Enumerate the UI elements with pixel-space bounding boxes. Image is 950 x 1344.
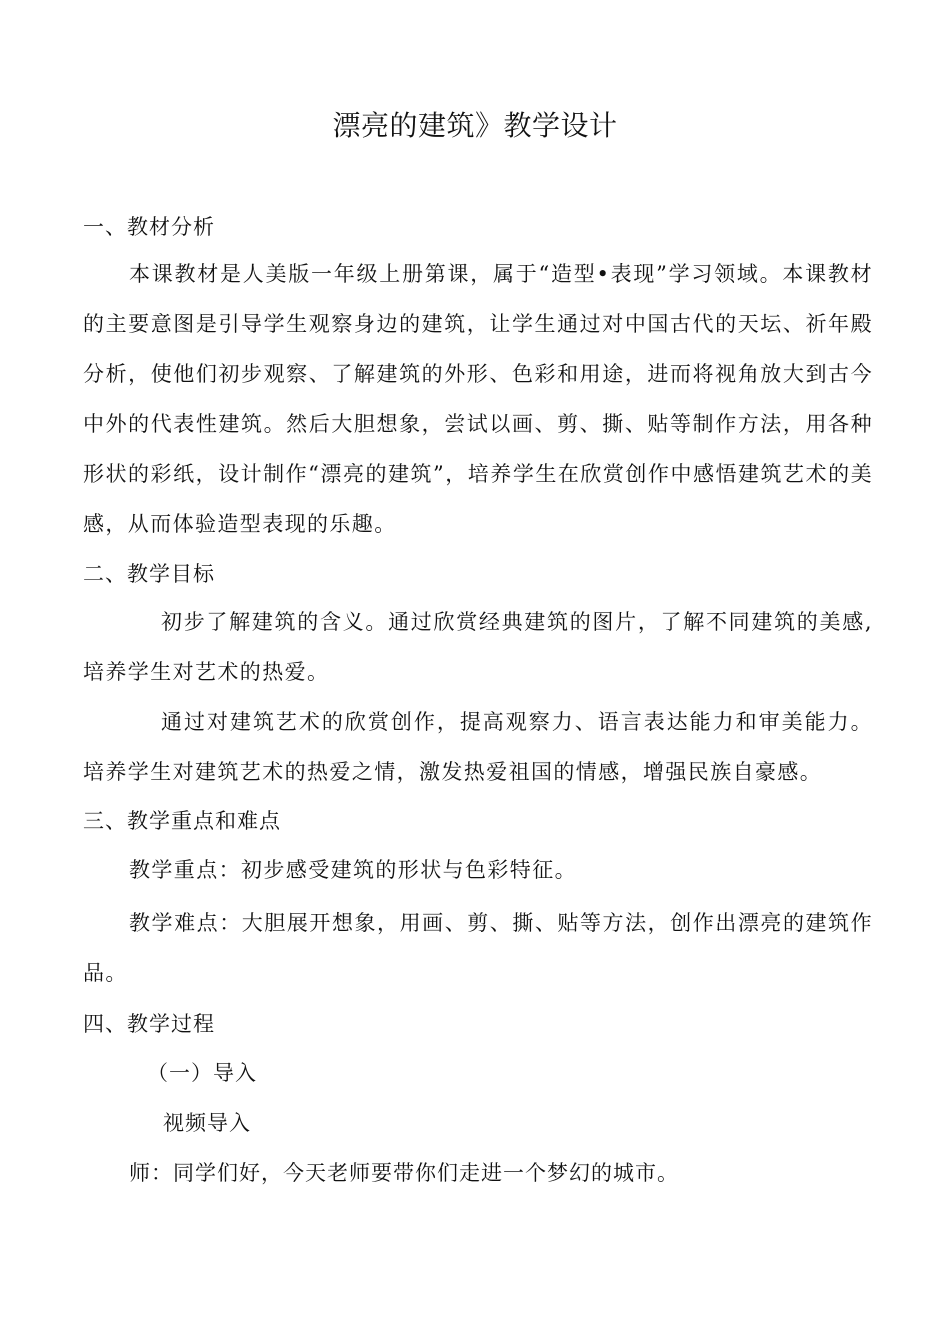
section-heading-analysis: 一、教材分析: [83, 215, 215, 239]
teacher-line: 师：同学们好，今天老师要带你们走进一个梦幻的城市。: [129, 1161, 679, 1185]
goal-paragraph-1: 初步了解建筑的含义。通过欣赏经典建筑的图片，了解不同建筑的美感,培养学生对艺术的热爱。: [83, 610, 873, 684]
section-heading-goals: 二、教学目标: [83, 562, 215, 586]
goal-paragraph-2: 通过对建筑艺术的欣赏创作，提高观察力、语言表达能力和审美能力。培养学生对建筑艺术的热爱之情，激发热爱祖国的情感，增强民族自豪感。: [83, 710, 873, 784]
key-point-paragraph: 教学重点：初步感受建筑的形状与色彩特征。: [129, 858, 577, 882]
process-step-intro: （一）导入: [147, 1061, 257, 1085]
analysis-paragraph: 本课教材是人美版一年级上册第课，属于“造型•表现”学习领域。本课教材的主要意图是引导学生观察身边的建筑，让学生通过对中国古代的天坛、祈年殿分析，使他们初步观察、了解建筑的外形、色彩和用途，进而将视角放大到古今中外的代表性建筑。然后大胆想象，尝试以画、剪、撕、贴等制作方法，用各种形状的彩纸，设计制作“漂亮的建筑”，培养学生在欣赏创作中感悟建筑艺术的美感，从而体验造型表现的乐趣。: [83, 262, 873, 536]
section-heading-key-points: 三、教学重点和难点: [83, 809, 281, 833]
difficulty-paragraph: 教学难点：大胆展开想象，用画、剪、撕、贴等方法，创作出漂亮的建筑作品。: [83, 911, 873, 985]
section-heading-process: 四、教学过程: [83, 1012, 215, 1036]
document-title: 漂亮的建筑》教学设计: [332, 109, 618, 142]
process-step-detail: 视频导入: [163, 1111, 251, 1135]
